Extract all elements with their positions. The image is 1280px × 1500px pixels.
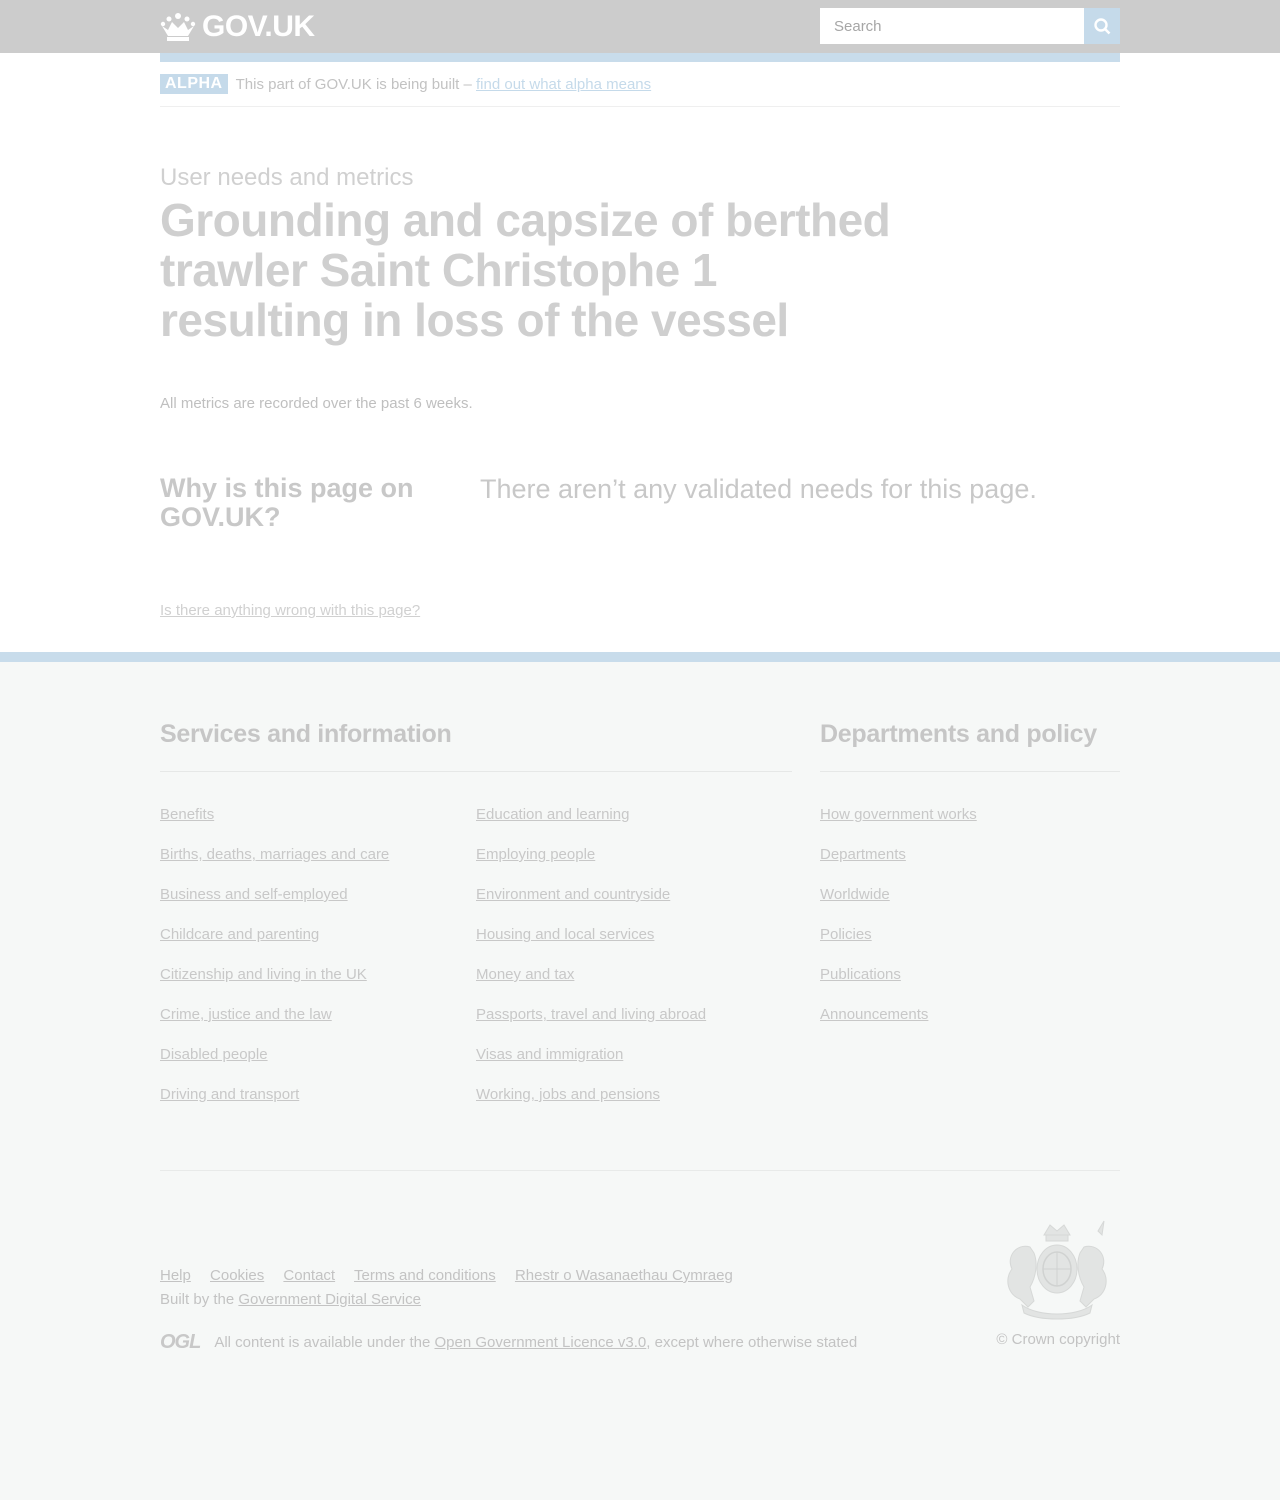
footer-link[interactable]: Driving and transport: [160, 1086, 300, 1103]
user-needs-section: [160, 474, 1120, 532]
footer-link[interactable]: Departments: [820, 846, 906, 863]
crown-icon: [160, 12, 196, 42]
metrics-note: All metrics are recorded over the past 6 weeks.: [160, 395, 473, 412]
footer-link[interactable]: Business and self-employed: [160, 886, 348, 903]
meta-link-help[interactable]: Help: [160, 1267, 191, 1284]
crown-copyright: © Crown copyright: [996, 1331, 1120, 1348]
licence-text: [214, 1334, 857, 1351]
licence-suffix: , except where otherwise stated: [646, 1334, 858, 1351]
phase-banner: [160, 62, 1120, 107]
departments-list: [820, 806, 1120, 1046]
site-footer: [0, 652, 1280, 1411]
meta-link-cookies[interactable]: Cookies: [210, 1267, 265, 1284]
footer-link[interactable]: Employing people: [476, 846, 596, 863]
footer-meta: [160, 1171, 1120, 1411]
footer-link[interactable]: Passports, travel and living abroad: [476, 1006, 707, 1023]
built-by: [160, 1291, 421, 1308]
logo-text: GOV.UK: [202, 10, 315, 43]
meta-link-terms[interactable]: Terms and conditions: [354, 1267, 496, 1284]
footer-link[interactable]: Money and tax: [476, 966, 575, 983]
footer-link[interactable]: Crime, justice and the law: [160, 1006, 332, 1023]
footer-link[interactable]: Childcare and parenting: [160, 926, 320, 943]
licence: [160, 1331, 857, 1354]
services-list-2: [476, 806, 792, 1126]
meta-link-contact[interactable]: Contact: [283, 1267, 336, 1284]
departments-heading: Departments and policy: [820, 720, 1120, 772]
departments-section: [820, 720, 1120, 1126]
report-problem-link[interactable]: Is there anything wrong with this page?: [160, 602, 421, 619]
footer-link[interactable]: Citizenship and living in the UK: [160, 966, 367, 983]
govuk-logo-link[interactable]: [160, 10, 315, 44]
search-input[interactable]: [820, 8, 1084, 44]
page-title: Grounding and capsize of berthed trawler Saint Christophe 1 resulting in loss of the vessel: [160, 194, 891, 346]
footer-link[interactable]: Births, deaths, marriages and care: [160, 846, 390, 863]
footer-link[interactable]: Worldwide: [820, 886, 890, 903]
footer-link[interactable]: Publications: [820, 966, 901, 983]
site-header: [0, 0, 1280, 53]
services-section: [160, 720, 792, 1126]
phase-text: [236, 76, 652, 93]
footer-link[interactable]: Environment and countryside: [476, 886, 671, 903]
needs-text: There aren’t any validated needs for this page.: [480, 474, 1037, 504]
footer-link[interactable]: Announcements: [820, 1006, 929, 1023]
header-underline: [160, 53, 1120, 62]
footer-link[interactable]: How government works: [820, 806, 977, 823]
phase-link[interactable]: find out what alpha means: [476, 75, 652, 93]
services-heading: Services and information: [160, 720, 792, 772]
main-content: [0, 53, 1280, 652]
footer-link[interactable]: Visas and immigration: [476, 1046, 624, 1063]
royal-crest-icon: [994, 1217, 1120, 1321]
needs-heading: Why is this page on GOV.UK?: [160, 473, 414, 532]
meta-link-welsh[interactable]: Rhestr o Wasanaethau Cymraeg: [514, 1267, 733, 1284]
page-caption: User needs and metrics: [160, 164, 414, 191]
licence-prefix: All content is available under the: [214, 1334, 435, 1351]
phase-message: This part of GOV.UK is being built –: [235, 75, 477, 93]
report-problem: [160, 532, 1120, 652]
footer-link[interactable]: Housing and local services: [476, 926, 655, 943]
footer-link[interactable]: Policies: [820, 926, 872, 943]
services-list-1: [160, 806, 476, 1126]
footer-link[interactable]: Benefits: [160, 806, 215, 823]
gds-link[interactable]: Government Digital Service: [238, 1291, 421, 1308]
search-button[interactable]: [1084, 8, 1120, 44]
ogl-logo: OGL: [160, 1331, 201, 1353]
phase-tag: ALPHA: [160, 74, 228, 94]
ogl-link[interactable]: Open Government Licence v3.0: [434, 1334, 647, 1351]
built-by-prefix: Built by the: [160, 1291, 239, 1308]
search-icon: [1093, 17, 1111, 35]
footer-link[interactable]: Working, jobs and pensions: [476, 1086, 660, 1103]
footer-link[interactable]: Disabled people: [160, 1046, 268, 1063]
meta-links: [160, 1267, 748, 1284]
search-form: [820, 8, 1120, 44]
footer-link[interactable]: Education and learning: [476, 806, 630, 823]
